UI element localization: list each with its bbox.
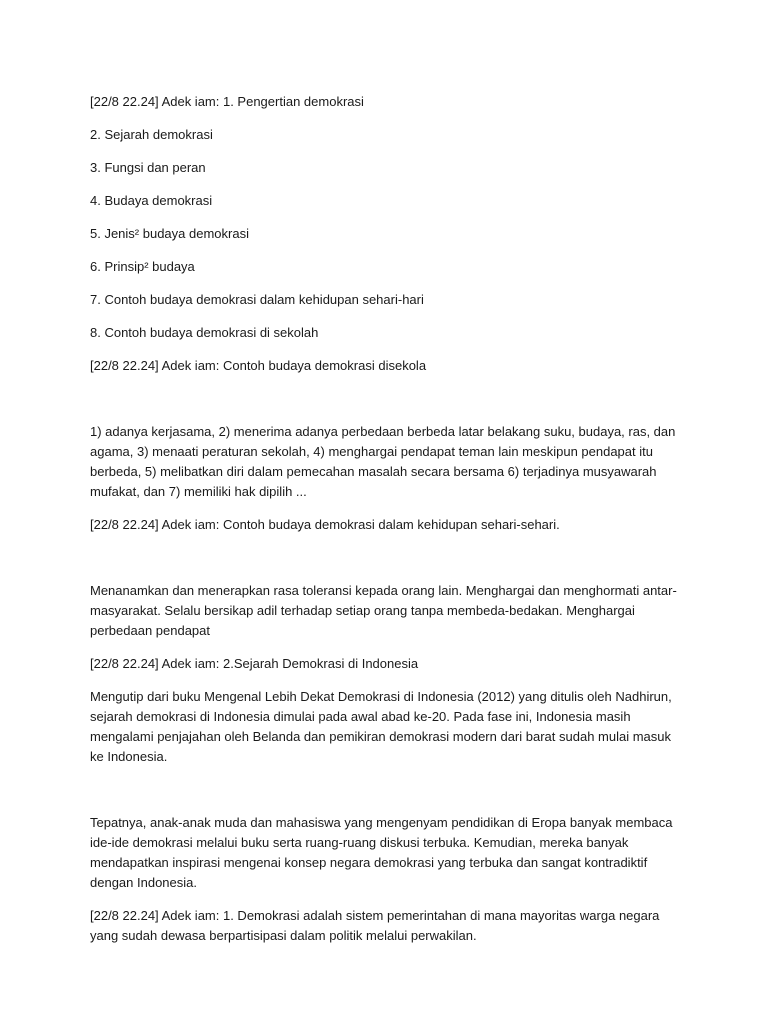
paragraph-chat-sekolah: [22/8 22.24] Adek iam: Contoh budaya demokrasi disekola	[90, 358, 427, 373]
paragraph-sejarah-eropa: Tepatnya, anak-anak muda dan mahasiswa yang mengenyam pendidikan di Eropa banyak membaca ide-ide demokrasi melalui buku serta ruang-ruang diskusi terbuka. Kemudian, mereka banyak mendapatkan inspirasi mengenai konsep negara demokrasi yang terbuka dan sangat kontradiktif dengan Indonesia.	[90, 815, 673, 890]
document-body	[90, 92, 680, 946]
list-item-jenis: 5. Jenis² budaya demokrasi	[90, 226, 249, 241]
list-item-budaya: 4. Budaya demokrasi	[90, 193, 213, 208]
list-item-contoh-sehari-hari: 7. Contoh budaya demokrasi dalam kehidupan sehari-hari	[90, 292, 424, 307]
paragraph-contoh-sekolah: 1) adanya kerjasama, 2) menerima adanya perbedaan berbeda latar belakang suku, budaya, ras, dan agama, 3) menaati peraturan sekolah, 4) menghargai pendapat teman lain meskipun pendapat itu berbeda, 5) melibatkan diri dalam pemecahan masalah secara bersama 6) terjadinya musyawarah mufakat, dan 7) memiliki hak dipilih ...	[90, 424, 676, 499]
paragraph-chat-topic-list: [22/8 22.24] Adek iam: 1. Pengertian demokrasi	[90, 94, 364, 109]
list-item-sejarah: 2. Sejarah demokrasi	[90, 127, 213, 142]
paragraph-chat-definisi: [22/8 22.24] Adek iam: 1. Demokrasi adalah sistem pemerintahan di mana mayoritas warga negara yang sudah dewasa berpartisipasi dalam politik melalui perwakilan.	[90, 908, 660, 943]
list-item-contoh-sekolah: 8. Contoh budaya demokrasi di sekolah	[90, 325, 319, 340]
list-item-fungsi: 3. Fungsi dan peran	[90, 160, 206, 175]
paragraph-chat-sehari-hari: [22/8 22.24] Adek iam: Contoh budaya demokrasi dalam kehidupan sehari-sehari.	[90, 517, 560, 532]
list-item-prinsip: 6. Prinsip² budaya	[90, 259, 195, 274]
paragraph-contoh-sehari-hari: Menanamkan dan menerapkan rasa toleransi kepada orang lain. Menghargai dan menghormati antar-masyarakat. Selalu bersikap adil terhadap setiap orang tanpa membeda-bedakan. Menghargai perbedaan pendapat	[90, 583, 677, 638]
paragraph-sejarah-awal: Mengutip dari buku Mengenal Lebih Dekat Demokrasi di Indonesia (2012) yang ditulis oleh Nadhirun, sejarah demokrasi di Indonesia dimulai pada awal abad ke-20. Pada fase ini, Indonesia masih mengalami penjajahan oleh Belanda dan pemikiran demokrasi modern dari barat sudah mulai masuk ke Indonesia.	[90, 689, 672, 764]
paragraph-chat-sejarah: [22/8 22.24] Adek iam: 2.Sejarah Demokrasi di Indonesia	[90, 656, 419, 671]
